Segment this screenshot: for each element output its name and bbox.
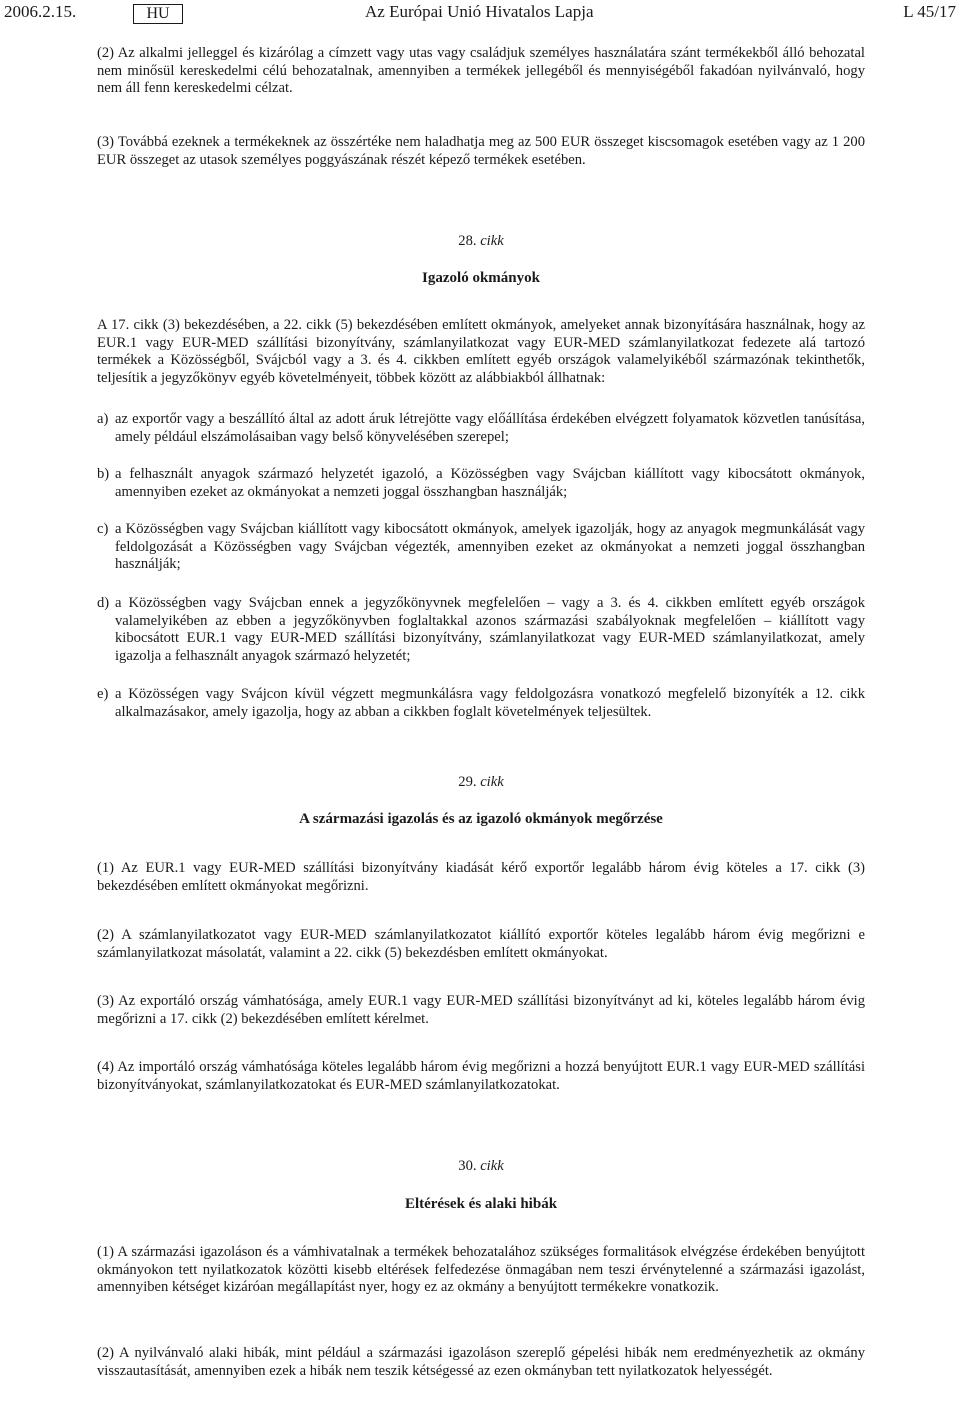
page-header [0,3,960,23]
art28-item-a: a) az exportőr vagy a beszállító által az adott áruk létrejötte vagy előállítása érdekében elvégzett folyamatok közvetlen tanúsítása, amely például elszámolásaiban vagy belső könyvelésében szerepel; [97,411,865,445]
art29-paragraph-2: (2) A számlanyilatkozatot vagy EUR-MED számlanyilatkozatot kiállító exportőr köteles legalább három évig megőrizni e számlanyilatkozat másolatát, valamint a 22. cikk (5) bekezdésben említett okmányokat. [97,927,865,961]
article-29-title: A származási igazolás és az igazoló okmányok megőrzése [299,811,663,827]
art27-paragraph-2: (2) Az alkalmi jelleggel és kizárólag a címzett vagy utas vagy családjuk személyes használatára szánt termékekből álló behozatal nem minősül kereskedelmi célú behozatalnak, amennyiben a termékek jellegéből és mennyiségéből fakadóan nyilvánvaló, hogy nem áll fenn kereskedelmi célzat. [97,45,865,97]
art28-intro: A 17. cikk (3) bekezdésében, a 22. cikk (5) bekezdésében említett okmányok, amelyeket annak bizonyítására használnak, hogy az EUR.1 vagy EUR-MED szállítási bizonyítvány, számlanyilatkozat vagy EUR-MED számlanyilatkozat fedezete alá tartozó termékek a Közösségből, Svájcból vagy a 3. és 4. cikkben említett egyéb országok valamelyikéből származónak tekinthetők, teljesítik a jegyzőkönyv egyéb követelményeit, többek között az alábbiakból állhatnak: [97,317,865,386]
art30-paragraph-2: (2) A nyilvánvaló alaki hibák, mint például a származási igazoláson szereplő gépelési hibák nem eredményezhetik az okmány visszautasítását, amennyiben ezek a hibák nem teszik kétségessé az ezen okmányban tett nyilatkozatok helyességét. [97,1345,865,1379]
article-28-number: 28. cikk [458,233,504,249]
language-badge: HU [133,4,183,24]
art28-item-e: e) a Közösségen vagy Svájcon kívül végzett megmunkálásra vagy feldolgozásra vonatkozó megfelelő bizonyíték a 12. cikk alkalmazásakor, amely igazolja, hogy az abban a cikkben foglalt követelmények teljesültek. [97,686,865,720]
article-28-title: Igazoló okmányok [422,270,540,286]
art27-paragraph-3: (3) Továbbá ezeknek a termékeknek az összértéke nem haladhatja meg az 500 EUR összeget kiscsomagok esetében vagy az 1 200 EUR összeget az utasok személyes poggyászának részét képező termékek esetében. [97,134,865,168]
article-30-number: 30. cikk [458,1158,504,1174]
art29-paragraph-1: (1) Az EUR.1 vagy EUR-MED szállítási bizonyítvány kiadását kérő exportőr legalább három évig köteles a 17. cikk (3) bekezdésében említett okmányokat megőrizni. [97,860,865,894]
art30-paragraph-1: (1) A származási igazoláson és a vámhivatalnak a termékek behozatalához szükséges formalitások elvégzése érdekében benyújtott okmányokon tett nyilatkozatok közötti kisebb eltérések felfedezése önmagában nem teszi érvénytelenné a származási igazolást, amennyiben kétséget kizáróan megállapítást nyer, hogy ez az okmány a benyújtott termékekre vonatkozik. [97,1244,865,1296]
page-reference: L 45/17 [903,2,956,21]
art28-item-b: b) a felhasznált anyagok származó helyzetét igazoló, a Közösségben vagy Svájcban kiállított vagy kibocsátott okmányok, amennyiben ezeket az okmányokat a nemzeti joggal összhangban használják; [97,466,865,500]
journal-title: Az Európai Unió Hivatalos Lapja [365,2,594,21]
article-30-title: Eltérések és alaki hibák [404,1196,558,1212]
art28-item-d: d) a Közösségben vagy Svájcban ennek a jegyzőkönyvnek megfelelően – vagy a 3. és 4. cikkben említett egyéb országok valamelyikében az ebben a jegyzőkönyvben foglaltakkal azonos származási szabályoknak megfelelően – kiállított vagy kibocsátott EUR.1 vagy EUR-MED szállítási bizonyítvány, számlanyilatkozat vagy EUR-MED számlanyilatkozat, amely igazolja a felhasznált anyagok származó helyzetét; [97,595,865,664]
article-29-number: 29. cikk [458,774,504,790]
art28-item-c: c) a Közösségben vagy Svájcban kiállított vagy kibocsátott okmányok, amelyek igazolják, hogy az anyagok megmunkálását vagy feldolgozását a Közösségben vagy Svájcban végezték, amennyiben ezeket az okmányokat a nemzeti joggal összhangban használják; [97,521,865,573]
art29-paragraph-4: (4) Az importáló ország vámhatósága köteles legalább három évig megőrizni a hozzá benyújtott EUR.1 vagy EUR-MED szállítási bizonyítványokat, számlanyilatkozatokat és EUR-MED számlanyilatkozatokat. [97,1059,865,1093]
publication-date: 2006.2.15. [4,2,77,21]
art29-paragraph-3: (3) Az exportáló ország vámhatósága, amely EUR.1 vagy EUR-MED szállítási bizonyítványt ad ki, köteles legalább három évig megőrizni a 17. cikk (2) bekezdésében említett kérelmet. [97,993,865,1027]
